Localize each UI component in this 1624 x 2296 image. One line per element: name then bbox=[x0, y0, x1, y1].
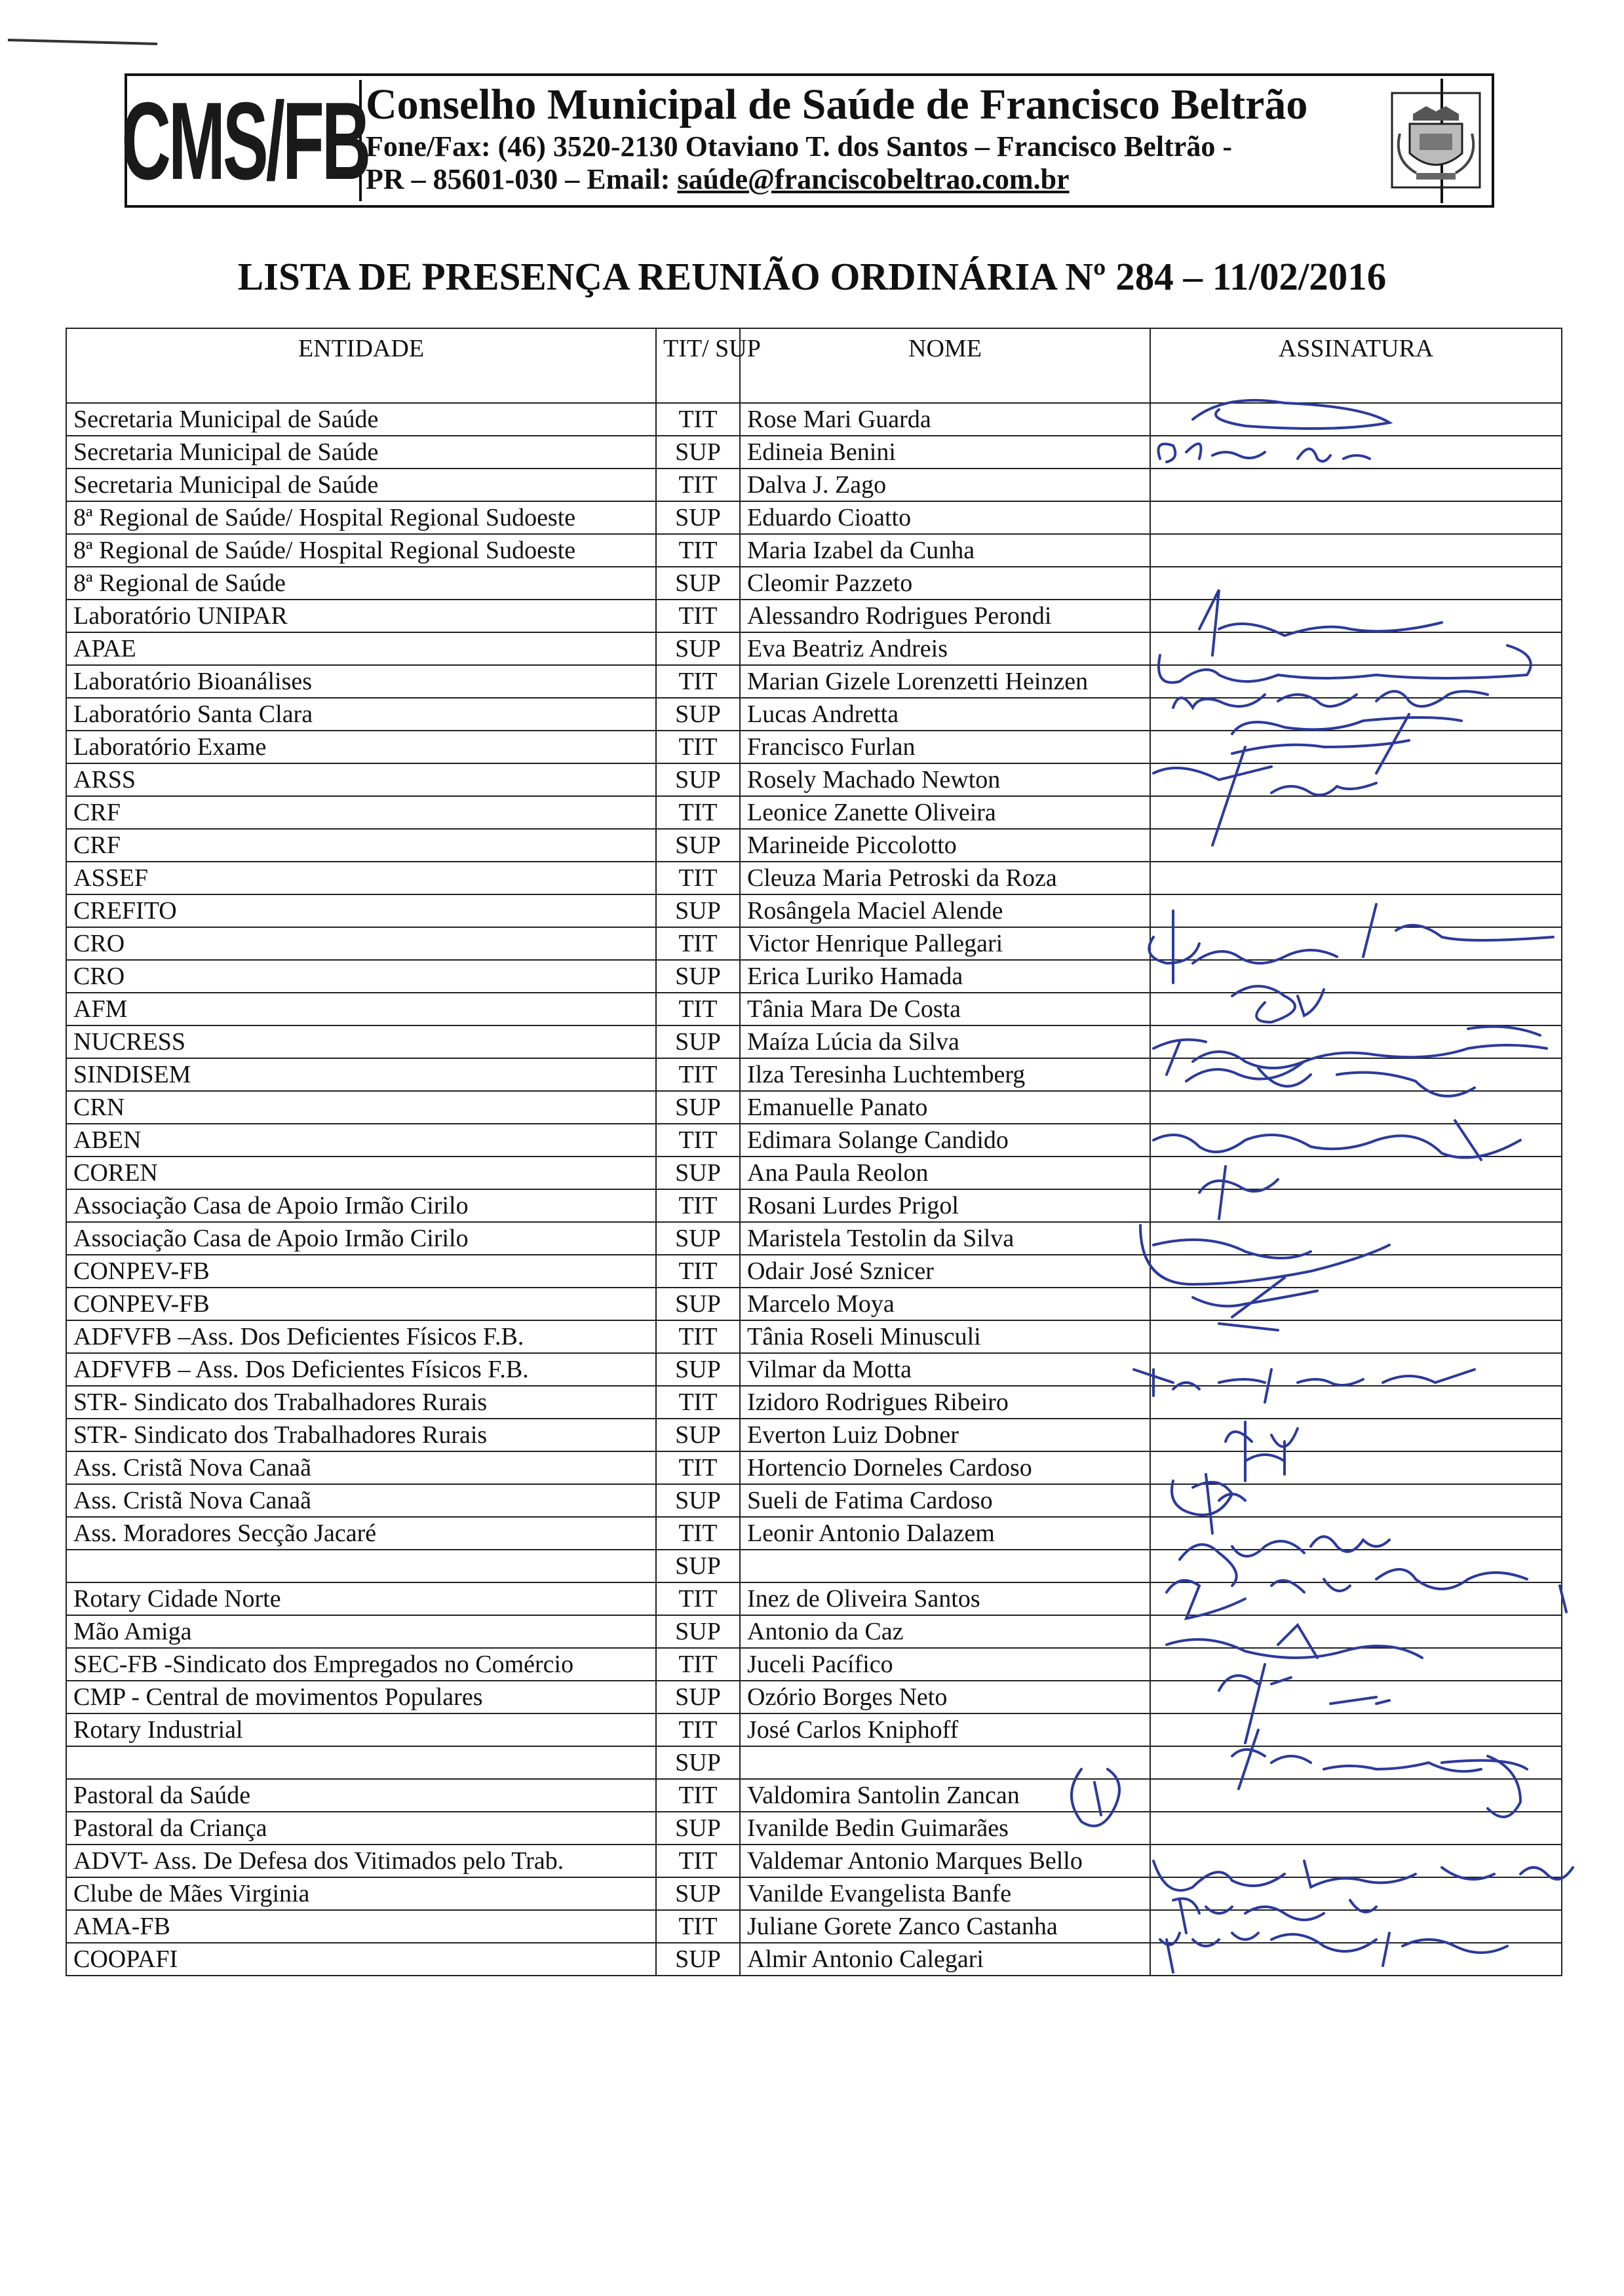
assinatura-cell bbox=[1150, 1681, 1562, 1713]
nome-cell: Tânia Mara De Costa bbox=[740, 993, 1150, 1025]
tit-sup-cell: TIT bbox=[656, 927, 740, 960]
nome-cell: Ilza Teresinha Luchtemberg bbox=[740, 1058, 1150, 1091]
nome-cell: Valdemar Antonio Marques Bello bbox=[740, 1845, 1150, 1877]
entidade-cell: CONPEV-FB bbox=[66, 1255, 656, 1288]
table-row bbox=[66, 829, 1562, 862]
tit-sup-cell: TIT bbox=[656, 1320, 740, 1353]
assinatura-cell bbox=[1150, 1091, 1562, 1124]
table-row bbox=[66, 1550, 1562, 1582]
tit-sup-cell: SUP bbox=[656, 1091, 740, 1124]
entidade-cell: CRO bbox=[66, 927, 656, 960]
nome-cell: Tânia Roseli Minusculi bbox=[740, 1320, 1150, 1353]
entidade-cell: NUCRESS bbox=[66, 1025, 656, 1058]
nome-cell: Izidoro Rodrigues Ribeiro bbox=[740, 1386, 1150, 1419]
tit-sup-cell: TIT bbox=[656, 1779, 740, 1812]
header-tit-sup: TIT/ SUP bbox=[656, 328, 740, 403]
nome-cell: Valdomira Santolin Zancan bbox=[740, 1779, 1150, 1812]
tit-sup-cell: SUP bbox=[656, 1025, 740, 1058]
nome-cell: Marineide Piccolotto bbox=[740, 829, 1150, 862]
table-row bbox=[66, 436, 1562, 469]
assinatura-cell bbox=[1150, 665, 1562, 698]
assinatura-cell bbox=[1150, 436, 1562, 469]
assinatura-cell bbox=[1150, 1124, 1562, 1157]
table-row bbox=[66, 1812, 1562, 1845]
entidade-cell: Secretaria Municipal de Saúde bbox=[66, 469, 656, 501]
nome-cell: Vilmar da Motta bbox=[740, 1353, 1150, 1386]
assinatura-cell bbox=[1150, 1058, 1562, 1091]
table-row bbox=[66, 1648, 1562, 1681]
tit-sup-cell: SUP bbox=[656, 436, 740, 469]
entidade-cell: ABEN bbox=[66, 1124, 656, 1157]
assinatura-cell bbox=[1150, 1943, 1562, 1976]
tit-sup-cell: SUP bbox=[656, 1484, 740, 1517]
assinatura-cell bbox=[1150, 1025, 1562, 1058]
tit-sup-cell: TIT bbox=[656, 796, 740, 829]
nome-cell: Edimara Solange Candido bbox=[740, 1124, 1150, 1157]
assinatura-cell bbox=[1150, 469, 1562, 501]
entidade-cell: ADFVFB –Ass. Dos Deficientes Físicos F.B. bbox=[66, 1320, 656, 1353]
entidade-cell: SEC-FB -Sindicato dos Empregados no Comércio bbox=[66, 1648, 656, 1681]
nome-cell: Dalva J. Zago bbox=[740, 469, 1150, 501]
table-row bbox=[66, 1157, 1562, 1189]
entidade-cell: Associação Casa de Apoio Irmão Cirilo bbox=[66, 1222, 656, 1255]
entidade-cell: CRO bbox=[66, 960, 656, 993]
org-name: Conselho Municipal de Saúde de Francisco Beltrão bbox=[366, 81, 1308, 128]
entidade-cell: Laboratório UNIPAR bbox=[66, 600, 656, 632]
entidade-cell: APAE bbox=[66, 632, 656, 665]
attendance-table bbox=[66, 328, 1562, 1976]
assinatura-cell bbox=[1150, 1288, 1562, 1320]
entidade-cell: CRF bbox=[66, 829, 656, 862]
nome-cell: Ana Paula Reolon bbox=[740, 1157, 1150, 1189]
assinatura-cell bbox=[1150, 1353, 1562, 1386]
tit-sup-cell: SUP bbox=[656, 1550, 740, 1582]
entidade-cell: Laboratório Bioanálises bbox=[66, 665, 656, 698]
nome-cell: Marian Gizele Lorenzetti Heinzen bbox=[740, 665, 1150, 698]
nome-cell: Alessandro Rodrigues Perondi bbox=[740, 600, 1150, 632]
assinatura-cell bbox=[1150, 1419, 1562, 1451]
nome-cell: Erica Luriko Hamada bbox=[740, 960, 1150, 993]
nome-cell: Juliane Gorete Zanco Castanha bbox=[740, 1910, 1150, 1943]
entidade-cell: COOPAFI bbox=[66, 1943, 656, 1976]
tit-sup-cell: TIT bbox=[656, 1255, 740, 1288]
table-row bbox=[66, 1451, 1562, 1484]
entidade-cell: Laboratório Exame bbox=[66, 731, 656, 763]
tit-sup-cell: SUP bbox=[656, 1681, 740, 1713]
assinatura-cell bbox=[1150, 403, 1562, 436]
nome-cell bbox=[740, 1746, 1150, 1779]
table-row bbox=[66, 1615, 1562, 1648]
entidade-cell: ARSS bbox=[66, 763, 656, 796]
entidade-cell: ASSEF bbox=[66, 862, 656, 894]
nome-cell: Hortencio Dorneles Cardoso bbox=[740, 1451, 1150, 1484]
stray-pen-mark bbox=[8, 39, 157, 45]
letterhead-info bbox=[366, 79, 1443, 203]
assinatura-cell bbox=[1150, 600, 1562, 632]
assinatura-cell bbox=[1150, 1484, 1562, 1517]
tit-sup-cell: SUP bbox=[656, 632, 740, 665]
assinatura-cell bbox=[1150, 960, 1562, 993]
entidade-cell: Secretaria Municipal de Saúde bbox=[66, 436, 656, 469]
tit-sup-cell: TIT bbox=[656, 731, 740, 763]
table-row bbox=[66, 501, 1562, 534]
nome-cell: Victor Henrique Pallegari bbox=[740, 927, 1150, 960]
tit-sup-cell: TIT bbox=[656, 403, 740, 436]
nome-cell: Cleuza Maria Petroski da Roza bbox=[740, 862, 1150, 894]
nome-cell: Ozório Borges Neto bbox=[740, 1681, 1150, 1713]
tit-sup-cell: TIT bbox=[656, 1582, 740, 1615]
table-row bbox=[66, 698, 1562, 731]
table-row bbox=[66, 1091, 1562, 1124]
cms-fb-logo bbox=[121, 79, 369, 202]
tit-sup-cell: TIT bbox=[656, 1845, 740, 1877]
entidade-cell: COREN bbox=[66, 1157, 656, 1189]
table-row bbox=[66, 665, 1562, 698]
assinatura-cell bbox=[1150, 567, 1562, 600]
assinatura-cell bbox=[1150, 1255, 1562, 1288]
table-row bbox=[66, 600, 1562, 632]
nome-cell: Rose Mari Guarda bbox=[740, 403, 1150, 436]
table-row bbox=[66, 403, 1562, 436]
assinatura-cell bbox=[1150, 1877, 1562, 1910]
assinatura-cell bbox=[1150, 501, 1562, 534]
table-row bbox=[66, 1845, 1562, 1877]
tit-sup-cell: SUP bbox=[656, 894, 740, 927]
entidade-cell: Pastoral da Criança bbox=[66, 1812, 656, 1845]
nome-cell bbox=[740, 1550, 1150, 1582]
tit-sup-cell: SUP bbox=[656, 960, 740, 993]
assinatura-cell bbox=[1150, 1582, 1562, 1615]
nome-cell: Almir Antonio Calegari bbox=[740, 1943, 1150, 1976]
table-body bbox=[66, 403, 1562, 1976]
tit-sup-cell: SUP bbox=[656, 501, 740, 534]
table-row bbox=[66, 1582, 1562, 1615]
assinatura-cell bbox=[1150, 1746, 1562, 1779]
tit-sup-cell: SUP bbox=[656, 1419, 740, 1451]
assinatura-cell bbox=[1150, 1910, 1562, 1943]
tit-sup-cell: TIT bbox=[656, 1189, 740, 1222]
header-nome: NOME bbox=[740, 328, 1150, 403]
tit-sup-cell: SUP bbox=[656, 1746, 740, 1779]
contact-line-1: Fone/Fax: (46) 3520-2130 Otaviano T. dos Santos – Francisco Beltrão - bbox=[366, 130, 1232, 163]
entidade-cell: Rotary Industrial bbox=[66, 1713, 656, 1746]
table-row bbox=[66, 1124, 1562, 1157]
contact-line-2 bbox=[366, 163, 1070, 196]
table-row bbox=[66, 1222, 1562, 1255]
entidade-cell: SINDISEM bbox=[66, 1058, 656, 1091]
entidade-cell: AFM bbox=[66, 993, 656, 1025]
nome-cell: Eva Beatriz Andreis bbox=[740, 632, 1150, 665]
assinatura-cell bbox=[1150, 1451, 1562, 1484]
entidade-cell: Ass. Moradores Secção Jacaré bbox=[66, 1517, 656, 1550]
nome-cell: Eduardo Cioatto bbox=[740, 501, 1150, 534]
nome-cell: Maíza Lúcia da Silva bbox=[740, 1025, 1150, 1058]
table-row bbox=[66, 993, 1562, 1025]
tit-sup-cell: SUP bbox=[656, 698, 740, 731]
table-row bbox=[66, 469, 1562, 501]
entidade-cell: 8ª Regional de Saúde/ Hospital Regional Sudoeste bbox=[66, 534, 656, 567]
nome-cell: Edineia Benini bbox=[740, 436, 1150, 469]
assinatura-cell bbox=[1150, 1713, 1562, 1746]
entidade-cell bbox=[66, 1746, 656, 1779]
tit-sup-cell: SUP bbox=[656, 567, 740, 600]
entidade-cell: CONPEV-FB bbox=[66, 1288, 656, 1320]
logo-text: CMS/FB bbox=[121, 79, 369, 202]
assinatura-cell bbox=[1150, 796, 1562, 829]
table-row bbox=[66, 1288, 1562, 1320]
assinatura-cell bbox=[1150, 862, 1562, 894]
tit-sup-cell: SUP bbox=[656, 763, 740, 796]
tit-sup-cell: TIT bbox=[656, 1451, 740, 1484]
assinatura-cell bbox=[1150, 1386, 1562, 1419]
assinatura-cell bbox=[1150, 829, 1562, 862]
entidade-cell: STR- Sindicato dos Trabalhadores Rurais bbox=[66, 1419, 656, 1451]
nome-cell: Everton Luiz Dobner bbox=[740, 1419, 1150, 1451]
contact-line-2-prefix: PR – 85601-030 – Email: bbox=[366, 163, 678, 195]
table-row bbox=[66, 1517, 1562, 1550]
letterhead bbox=[121, 73, 1494, 208]
tit-sup-cell: SUP bbox=[656, 1877, 740, 1910]
assinatura-cell bbox=[1150, 1648, 1562, 1681]
tit-sup-cell: SUP bbox=[656, 1943, 740, 1976]
table-row bbox=[66, 1255, 1562, 1288]
table-row bbox=[66, 1353, 1562, 1386]
table-row bbox=[66, 567, 1562, 600]
assinatura-cell bbox=[1150, 1517, 1562, 1550]
tit-sup-cell: TIT bbox=[656, 1517, 740, 1550]
nome-cell: Rosely Machado Newton bbox=[740, 763, 1150, 796]
assinatura-cell bbox=[1150, 698, 1562, 731]
assinatura-cell bbox=[1150, 927, 1562, 960]
nome-cell: Francisco Furlan bbox=[740, 731, 1150, 763]
table-row bbox=[66, 1713, 1562, 1746]
table-row bbox=[66, 1419, 1562, 1451]
entidade-cell: AMA-FB bbox=[66, 1910, 656, 1943]
entidade-cell: CREFITO bbox=[66, 894, 656, 927]
table-row bbox=[66, 927, 1562, 960]
assinatura-cell bbox=[1150, 731, 1562, 763]
tit-sup-cell: SUP bbox=[656, 1288, 740, 1320]
table-row bbox=[66, 1877, 1562, 1910]
nome-cell: Antonio da Caz bbox=[740, 1615, 1150, 1648]
nome-cell: Marcelo Moya bbox=[740, 1288, 1150, 1320]
tit-sup-cell: TIT bbox=[656, 469, 740, 501]
entidade-cell: Clube de Mães Virginia bbox=[66, 1877, 656, 1910]
header-assinatura: ASSINATURA bbox=[1150, 328, 1562, 403]
entidade-cell: CMP - Central de movimentos Populares bbox=[66, 1681, 656, 1713]
municipal-crest-icon bbox=[1387, 88, 1485, 193]
table-row bbox=[66, 1025, 1562, 1058]
nome-cell: Cleomir Pazzeto bbox=[740, 567, 1150, 600]
table-row bbox=[66, 632, 1562, 665]
assinatura-cell bbox=[1150, 993, 1562, 1025]
assinatura-cell bbox=[1150, 1779, 1562, 1812]
assinatura-cell bbox=[1150, 1550, 1562, 1582]
table-row bbox=[66, 1320, 1562, 1353]
tit-sup-cell: TIT bbox=[656, 993, 740, 1025]
entidade-cell: 8ª Regional de Saúde/ Hospital Regional Sudoeste bbox=[66, 501, 656, 534]
assinatura-cell bbox=[1150, 1189, 1562, 1222]
table-row bbox=[66, 960, 1562, 993]
entidade-cell: Secretaria Municipal de Saúde bbox=[66, 403, 656, 436]
entidade-cell: Ass. Cristã Nova Canaã bbox=[66, 1451, 656, 1484]
entidade-cell: Pastoral da Saúde bbox=[66, 1779, 656, 1812]
email-link[interactable]: saúde@franciscobeltrao.com.br bbox=[677, 163, 1070, 195]
tit-sup-cell: SUP bbox=[656, 1222, 740, 1255]
table-row bbox=[66, 1910, 1562, 1943]
tit-sup-cell: TIT bbox=[656, 1124, 740, 1157]
tit-sup-cell: TIT bbox=[656, 534, 740, 567]
entidade-cell: Laboratório Santa Clara bbox=[66, 698, 656, 731]
table-row bbox=[66, 1189, 1562, 1222]
tit-sup-cell: TIT bbox=[656, 665, 740, 698]
table-row bbox=[66, 1484, 1562, 1517]
nome-cell: Maristela Testolin da Silva bbox=[740, 1222, 1150, 1255]
nome-cell: Odair José Sznicer bbox=[740, 1255, 1150, 1288]
tit-sup-cell: TIT bbox=[656, 1910, 740, 1943]
nome-cell: Maria Izabel da Cunha bbox=[740, 534, 1150, 567]
table-row bbox=[66, 862, 1562, 894]
table-row bbox=[66, 1386, 1562, 1419]
header-entidade: ENTIDADE bbox=[66, 328, 656, 403]
assinatura-cell bbox=[1150, 763, 1562, 796]
nome-cell: Ivanilde Bedin Guimarães bbox=[740, 1812, 1150, 1845]
nome-cell: Rosani Lurdes Prigol bbox=[740, 1189, 1150, 1222]
assinatura-cell bbox=[1150, 1320, 1562, 1353]
nome-cell: Leonice Zanette Oliveira bbox=[740, 796, 1150, 829]
table-row bbox=[66, 534, 1562, 567]
entidade-cell: CRN bbox=[66, 1091, 656, 1124]
table-row bbox=[66, 1058, 1562, 1091]
entidade-cell: ADVT- Ass. De Defesa dos Vitimados pelo Trab. bbox=[66, 1845, 656, 1877]
tit-sup-cell: TIT bbox=[656, 1648, 740, 1681]
entidade-cell: Ass. Cristã Nova Canaã bbox=[66, 1484, 656, 1517]
tit-sup-cell: TIT bbox=[656, 862, 740, 894]
nome-cell: Inez de Oliveira Santos bbox=[740, 1582, 1150, 1615]
assinatura-cell bbox=[1150, 632, 1562, 665]
table-row bbox=[66, 763, 1562, 796]
entidade-cell: Mão Amiga bbox=[66, 1615, 656, 1648]
nome-cell: José Carlos Kniphoff bbox=[740, 1713, 1150, 1746]
nome-cell: Rosângela Maciel Alende bbox=[740, 894, 1150, 927]
nome-cell: Leonir Antonio Dalazem bbox=[740, 1517, 1150, 1550]
nome-cell: Juceli Pacífico bbox=[740, 1648, 1150, 1681]
entidade-cell: STR- Sindicato dos Trabalhadores Rurais bbox=[66, 1386, 656, 1419]
entidade-cell bbox=[66, 1550, 656, 1582]
tit-sup-cell: SUP bbox=[656, 1812, 740, 1845]
entidade-cell: ADFVFB – Ass. Dos Deficientes Físicos F.B. bbox=[66, 1353, 656, 1386]
assinatura-cell bbox=[1150, 534, 1562, 567]
entidade-cell: Associação Casa de Apoio Irmão Cirilo bbox=[66, 1189, 656, 1222]
nome-cell: Lucas Andretta bbox=[740, 698, 1150, 731]
assinatura-cell bbox=[1150, 1845, 1562, 1877]
assinatura-cell bbox=[1150, 1222, 1562, 1255]
tit-sup-cell: TIT bbox=[656, 600, 740, 632]
assinatura-cell bbox=[1150, 894, 1562, 927]
tit-sup-cell: SUP bbox=[656, 1615, 740, 1648]
entidade-cell: CRF bbox=[66, 796, 656, 829]
assinatura-cell bbox=[1150, 1157, 1562, 1189]
tit-sup-cell: SUP bbox=[656, 829, 740, 862]
nome-cell: Sueli de Fatima Cardoso bbox=[740, 1484, 1150, 1517]
table-row bbox=[66, 796, 1562, 829]
table-row bbox=[66, 731, 1562, 763]
nome-cell: Vanilde Evangelista Banfe bbox=[740, 1877, 1150, 1910]
entidade-cell: Rotary Cidade Norte bbox=[66, 1582, 656, 1615]
document-title: LISTA DE PRESENÇA REUNIÃO ORDINÁRIA Nº 284 – 11/02/2016 bbox=[237, 255, 1387, 298]
entidade-cell: 8ª Regional de Saúde bbox=[66, 567, 656, 600]
table-header-row bbox=[66, 328, 1562, 403]
tit-sup-cell: TIT bbox=[656, 1713, 740, 1746]
assinatura-cell bbox=[1150, 1615, 1562, 1648]
table-row bbox=[66, 894, 1562, 927]
table-row bbox=[66, 1746, 1562, 1779]
tit-sup-cell: SUP bbox=[656, 1157, 740, 1189]
table-row bbox=[66, 1681, 1562, 1713]
table-row bbox=[66, 1943, 1562, 1976]
tit-sup-cell: TIT bbox=[656, 1058, 740, 1091]
tit-sup-cell: TIT bbox=[656, 1386, 740, 1419]
tit-sup-cell: SUP bbox=[656, 1353, 740, 1386]
nome-cell: Emanuelle Panato bbox=[740, 1091, 1150, 1124]
table-row bbox=[66, 1779, 1562, 1812]
assinatura-cell bbox=[1150, 1812, 1562, 1845]
